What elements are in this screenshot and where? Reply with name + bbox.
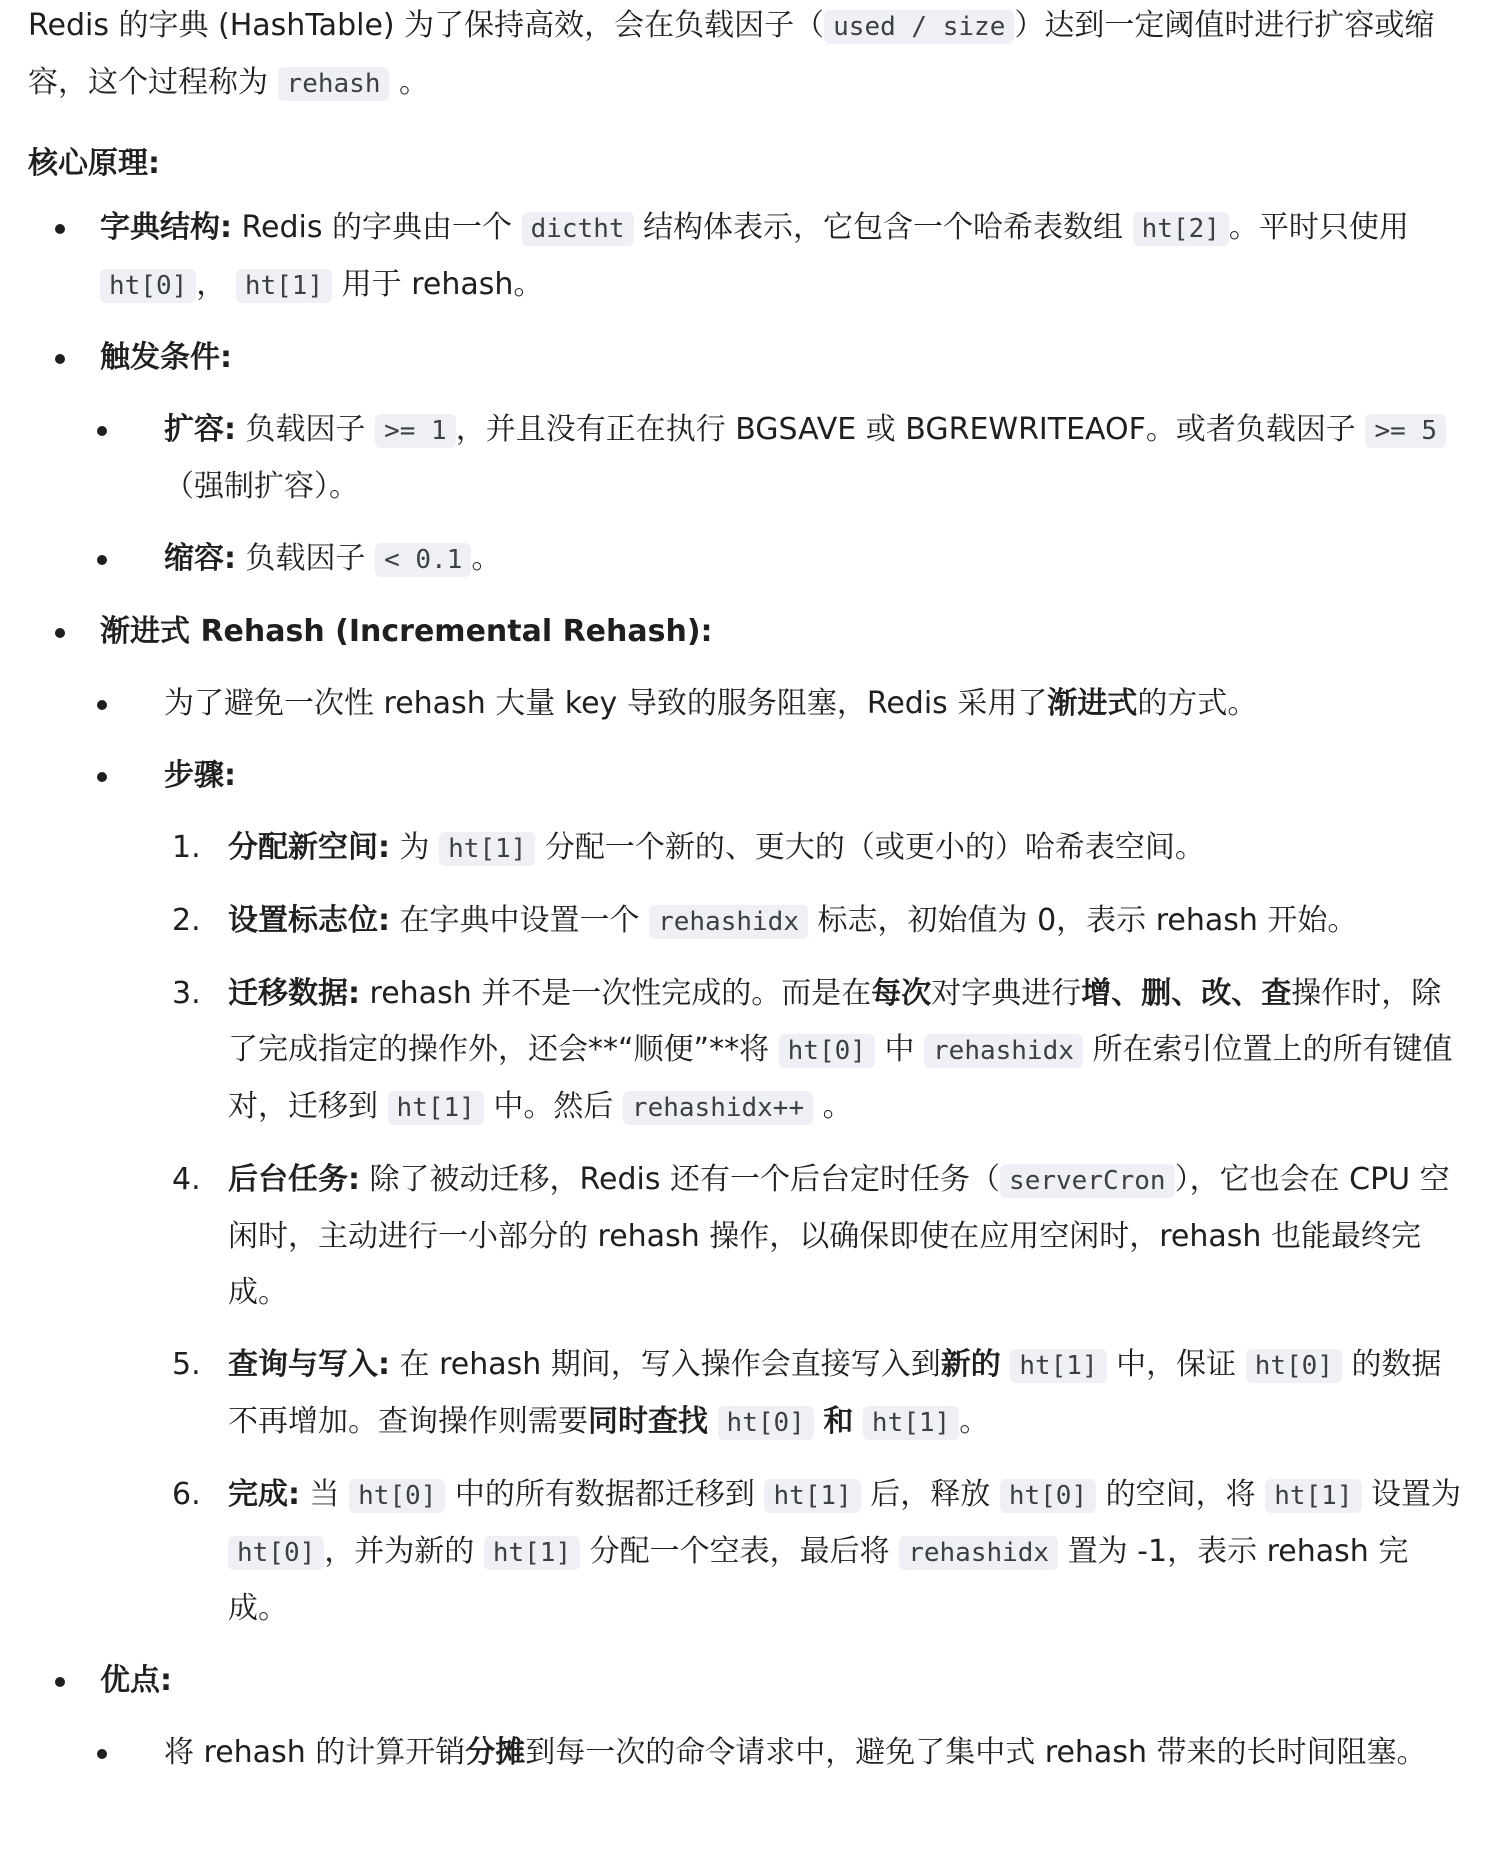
intro-paragraph <box>28 0 1468 112</box>
step-text: rehash 并不是一次性完成的。而是在 <box>360 976 872 1011</box>
step-text: ，并为新的 <box>324 1534 475 1569</box>
inline-code: dictht <box>522 212 634 246</box>
item-text: 为了避免一次性 rehash 大量 key 导致的服务阻塞，Redis 采用了 <box>164 686 1048 721</box>
step-number: 6. <box>172 1477 201 1512</box>
section-heading: 核心原理: <box>28 146 160 181</box>
inline-code: ht[0] <box>779 1034 875 1068</box>
inline-code: ht[1] <box>439 832 535 866</box>
bold-text: 和 <box>823 1404 854 1439</box>
bold-text: 新的 <box>940 1347 1001 1382</box>
item-text: ，并且没有正在执行 BGSAVE 或 BGREWRITEAOF。或者负载因子 <box>455 412 1356 447</box>
item-text: 结构体表示，它包含一个哈希表数组 <box>643 210 1124 245</box>
inline-code: ht[1] <box>863 1406 959 1440</box>
step-item <box>164 820 1468 877</box>
trigger-sublist <box>100 402 1468 588</box>
step-item <box>164 1337 1468 1451</box>
list-item-trigger <box>28 330 1468 588</box>
step-label: 迁移数据: <box>228 976 360 1011</box>
step-text: 分配一个新的、更大的（或更小的）哈希表空间。 <box>544 830 1205 865</box>
inline-code: ht[1] <box>236 269 332 303</box>
step-text: 。 <box>959 1404 990 1439</box>
intro-text: 。 <box>399 65 430 100</box>
bold-text: 渐进式 <box>1047 686 1138 721</box>
item-label: 优点: <box>100 1663 172 1698</box>
inline-code: serverCron <box>1000 1164 1175 1198</box>
inline-code: rehashidx <box>899 1536 1058 1570</box>
step-label: 后台任务: <box>228 1162 360 1197</box>
inline-code: ht[0] <box>228 1536 324 1570</box>
step-number: 2. <box>172 903 201 938</box>
intro-text: ）达到一定阈值时进行扩容或缩容，这个过程称为 <box>28 8 1435 100</box>
step-number: 5. <box>172 1347 201 1382</box>
step-text: 的空间，将 <box>1105 1477 1256 1512</box>
step-label: 查询与写入: <box>228 1347 390 1382</box>
inline-code: rehashidx++ <box>623 1091 813 1125</box>
step-number: 3. <box>172 976 201 1011</box>
step-item <box>164 893 1468 950</box>
step-text: 对字典进行 <box>931 976 1082 1011</box>
step-number: 1. <box>172 830 201 865</box>
sublist-item-advantage <box>100 1725 1468 1781</box>
step-text: 所在索引位置上的所有键值对，迁移到 <box>228 1032 1453 1124</box>
sublist-item-shrink <box>100 531 1468 588</box>
inline-code: used / size <box>824 10 1014 44</box>
item-text: 用于 rehash。 <box>341 267 544 302</box>
list-item-incremental <box>28 604 1468 1637</box>
item-text: 负载因子 <box>236 541 366 576</box>
inline-code: ht[0] <box>718 1406 814 1440</box>
bold-text: 增、删、改、查 <box>1081 976 1292 1011</box>
steps-list <box>164 820 1468 1637</box>
inline-code: >= 1 <box>375 414 456 448</box>
item-label: 缩容: <box>164 541 236 576</box>
step-text: 中的所有数据都迁移到 <box>454 1477 755 1512</box>
step-item <box>164 1152 1468 1321</box>
item-text: 负载因子 <box>236 412 366 447</box>
item-text: （强制扩容）。 <box>164 469 359 504</box>
inline-code: < 0.1 <box>375 543 471 577</box>
item-text: 到每一次的命令请求中，避免了集中式 rehash 带来的长时间阻塞。 <box>525 1735 1427 1770</box>
item-label: 渐进式 Rehash (Incremental Rehash): <box>100 614 713 649</box>
inline-code: ht[0] <box>349 1479 445 1513</box>
step-text: 在字典中设置一个 <box>390 903 640 938</box>
bold-text: 每次 <box>871 976 932 1011</box>
step-label: 完成: <box>228 1477 300 1512</box>
inline-code: ht[0] <box>1000 1479 1096 1513</box>
advantages-sublist <box>100 1725 1468 1781</box>
step-text: 设置为 <box>1371 1477 1462 1512</box>
list-item-structure <box>28 200 1468 314</box>
step-item <box>164 1467 1468 1637</box>
step-text: 当 <box>300 1477 340 1512</box>
inline-code: ht[1] <box>484 1536 580 1570</box>
inline-code: ht[1] <box>388 1091 484 1125</box>
item-text: 将 rehash 的计算开销 <box>164 1735 466 1770</box>
item-label: 字典结构: <box>100 210 232 245</box>
inline-code: ht[1] <box>1010 1349 1106 1383</box>
inline-code: ht[0] <box>1246 1349 1342 1383</box>
bold-text: 分摊 <box>465 1735 526 1770</box>
step-label: 设置标志位: <box>228 903 390 938</box>
step-text: 分配一个空表，最后将 <box>589 1534 890 1569</box>
inline-code: rehashidx <box>649 905 808 939</box>
step-text: 除了被动迁移，Redis 还有一个后台定时任务（ <box>360 1162 1001 1197</box>
inline-code: rehash <box>278 67 390 101</box>
step-number: 4. <box>172 1162 201 1197</box>
intro-text: Redis 的字典 (HashTable) 为了保持高效，会在负载因子（ <box>28 8 825 43</box>
item-text: Redis 的字典由一个 <box>232 210 513 245</box>
sublist-item-expand <box>100 402 1468 515</box>
item-text: 的方式。 <box>1137 686 1258 721</box>
inline-code: ht[0] <box>100 269 196 303</box>
step-text: 中，保证 <box>1116 1347 1237 1382</box>
step-text: 置为 -1，表示 rehash 完成。 <box>228 1534 1409 1626</box>
step-text: 中。然后 <box>493 1089 614 1124</box>
inline-code: ht[2] <box>1133 212 1229 246</box>
item-text: ， <box>196 267 227 302</box>
list-item-advantages <box>28 1653 1468 1781</box>
item-label: 步骤: <box>164 758 236 793</box>
bold-text: 同时查找 <box>588 1404 708 1439</box>
step-text: 的数据不再增加。查询操作则需要 <box>228 1347 1442 1439</box>
principle-list <box>28 200 1468 1781</box>
inline-code: rehashidx <box>924 1034 1083 1068</box>
item-label: 扩容: <box>164 412 236 447</box>
step-text: 操作时，除了完成指定的操作外，还会**“顺便”**将 <box>228 976 1442 1067</box>
step-label: 分配新空间: <box>228 830 390 865</box>
item-label: 触发条件: <box>100 340 232 375</box>
step-text: 为 <box>390 830 430 865</box>
step-text: 标志，初始值为 0，表示 rehash 开始。 <box>817 903 1358 938</box>
inline-code: ht[1] <box>1265 1479 1361 1513</box>
step-text: ），它也会在 CPU 空闲时，主动进行一小部分的 rehash 操作，以确保即使在应用空闲时，rehash 也能最终完成。 <box>228 1162 1450 1310</box>
inline-code: >= 5 <box>1365 414 1446 448</box>
item-text: 。 <box>471 541 502 576</box>
step-text: 。 <box>822 1089 853 1124</box>
step-text: 中 <box>884 1032 915 1067</box>
item-text: 。平时只使用 <box>1228 210 1409 245</box>
step-text: 后，释放 <box>870 1477 991 1512</box>
step-text: 在 rehash 期间，写入操作会直接写入到 <box>390 1347 941 1382</box>
inline-code: ht[1] <box>764 1479 860 1513</box>
sublist-item-reason <box>100 676 1468 732</box>
step-item <box>164 966 1468 1136</box>
sublist-item-steps <box>100 748 1468 1637</box>
incremental-sublist <box>100 676 1468 1637</box>
